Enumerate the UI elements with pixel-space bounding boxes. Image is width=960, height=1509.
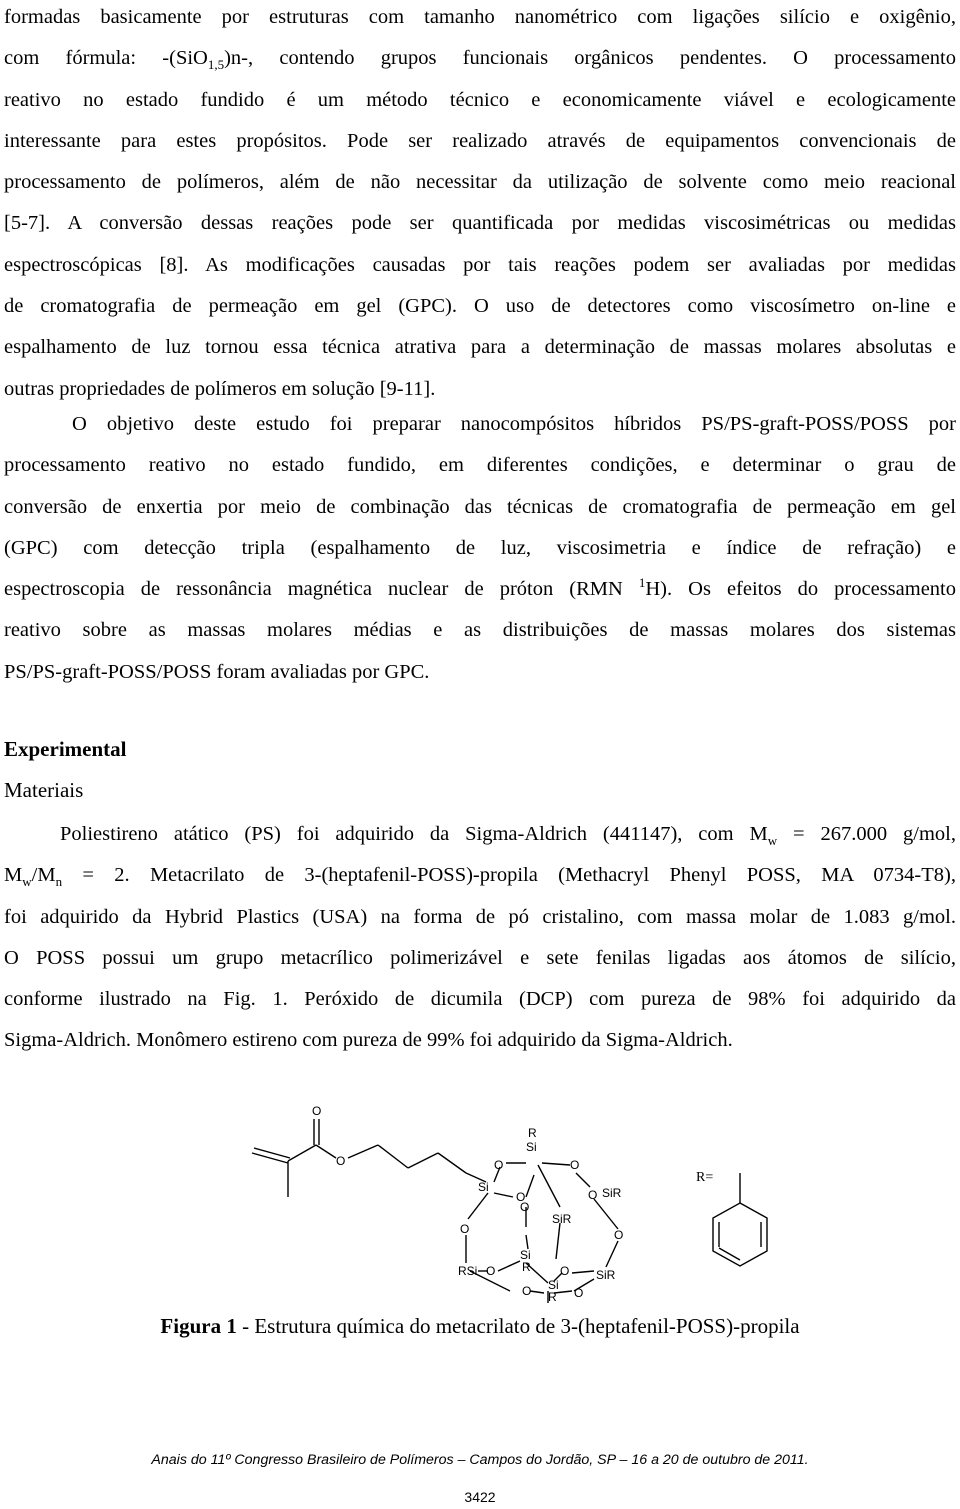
- text-line: formadas basicamente por estruturas com tamanho nanométrico com ligações silício e oxigênio,: [4, 6, 956, 28]
- atom-label: R: [548, 1290, 557, 1304]
- text-line: espectroscopia de ressonância magnética nuclear de próton (RMN $^1$H). Os efeitos do processamento: [4, 575, 956, 601]
- atom-label: Si: [548, 1278, 559, 1292]
- text-line: (GPC) com detecção tripla (espalhamento de luz, viscosimetria e índice de refração) e: [4, 536, 956, 559]
- text-line: espectroscópicas [8]. As modificações causadas por tais reações podem ser avaliadas por medidas: [4, 253, 956, 276]
- subscript: 1,5: [207, 57, 225, 73]
- atom-label: SiR: [552, 1212, 572, 1226]
- chemical-structure-figure: [230, 1095, 950, 1315]
- atom-label: SiR: [596, 1268, 616, 1282]
- atom-label: O: [516, 1190, 526, 1204]
- atom-label: O: [336, 1154, 346, 1168]
- atom-label: O: [486, 1264, 496, 1278]
- atom-label: Si: [526, 1140, 537, 1154]
- subsection-heading: Materiais: [4, 778, 84, 802]
- atom-label: O: [560, 1264, 570, 1278]
- text-line: interessante para estes propósitos. Pode ser realizado através de equipamentos convencionais de: [4, 129, 956, 152]
- text-line: reativo no estado fundido é um método técnico e economicamente viável e ecologicamente: [4, 88, 956, 111]
- paragraph-materials: [4, 814, 956, 1062]
- atom-label: O: [522, 1284, 532, 1298]
- atom-label: O: [494, 1158, 504, 1172]
- atom-label: Si: [520, 1248, 531, 1262]
- atom-label: O: [614, 1228, 624, 1242]
- atom-label: SiR: [602, 1186, 622, 1200]
- paragraph-intro-continued: [4, 0, 956, 410]
- superscript: 1: [638, 575, 646, 591]
- text-line: outras propriedades de polímeros em solução [9-11].: [4, 377, 436, 400]
- page-footer: Anais do 11º Congresso Brasileiro de Polímeros – Campos do Jordão, SP – 16 a 20 de outubro de 2011.: [151, 1452, 809, 1468]
- text-line: de cromatografia de permeação em gel (GPC). O uso de detectores como viscosímetro on-line e: [4, 295, 956, 318]
- text-line: Poliestireno atático (PS) foi adquirido da Sigma-Aldrich (441147), com $M_w = 267.000$ g/mol,: [60, 823, 957, 849]
- text-line: reativo sobre as massas molares médias e as distribuições de massas molares dos sistemas: [4, 619, 956, 642]
- atom-label: O: [460, 1222, 470, 1236]
- figure-caption: Figura 1 - Estrutura química do metacrilato de 3-(heptafenil-POSS)-propila: [160, 1314, 800, 1338]
- text-line: [5-7]. A conversão dessas reações pode ser quantificada por medidas viscosimétricas ou medidas: [4, 212, 956, 235]
- atom-label: O: [588, 1188, 598, 1202]
- text-line: espalhamento de luz tornou essa técnica atrativa para a determinação de massas molares absolutas e: [4, 336, 956, 359]
- text-line: $M_w/M_n = 2$. Metacrilato de 3-(heptafenil-POSS)-propila (Methacryl Phenyl POSS, MA 0734-T8),: [4, 864, 956, 890]
- text-line: Sigma-Aldrich. Monômero estireno com pureza de 99% foi adquirido da Sigma-Aldrich.: [4, 1029, 733, 1052]
- atom-label: R: [522, 1260, 531, 1274]
- atom-label: RSi: [458, 1264, 478, 1278]
- atom-label: O: [520, 1200, 530, 1214]
- text-line: conversão de enxertia por meio de combinação das técnicas de cromatografia de permeação em gel: [4, 495, 956, 518]
- text-line: conforme ilustrado na Fig. 1. Peróxido de dicumila (DCP) com pureza de 98% foi adquirido da: [4, 988, 956, 1011]
- text-line: PS/PS-graft-POSS/POSS foram avaliadas por GPC.: [4, 660, 430, 683]
- text-line: processamento de polímeros, além de não necessitar da utilização de solvente como meio reacional: [4, 171, 956, 194]
- atom-label: O: [570, 1158, 580, 1172]
- text-line: processamento reativo no estado fundido, em diferentes condições, e determinar o grau de: [4, 454, 956, 477]
- atom-label: R: [528, 1126, 537, 1140]
- paragraph-objective: [4, 404, 956, 693]
- section-heading: Experimental: [4, 737, 127, 761]
- r-group-label: R=: [696, 1170, 714, 1185]
- text-line: com fórmula: -(SiO$_{1,5}$)n-, contendo grupos funcionais orgânicos pendentes. O processamento: [4, 47, 956, 73]
- text-line: O POSS possui um grupo metacrílico polimerizável e sete fenilas ligadas aos átomos de silício,: [4, 946, 956, 969]
- atom-label: O: [574, 1286, 584, 1300]
- atom-label: Si: [478, 1180, 489, 1194]
- atom-label: O: [312, 1104, 322, 1118]
- text-line: foi adquirido da Hybrid Plastics (USA) na forma de pó cristalino, com massa molar de 1.083 g/mol.: [4, 905, 956, 928]
- text-line: O objetivo deste estudo foi preparar nanocompósitos híbridos PS/PS-graft-POSS/POSS por: [72, 413, 956, 435]
- page-number: 3422: [464, 1489, 496, 1505]
